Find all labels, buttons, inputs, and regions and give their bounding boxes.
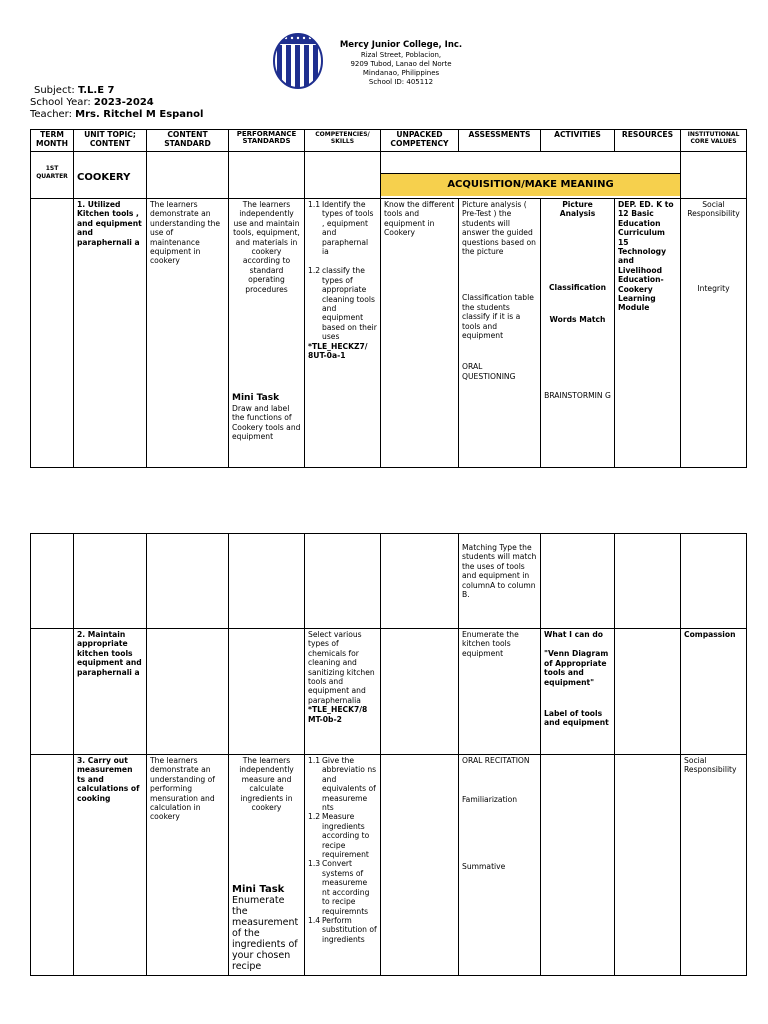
competency-code-1: *TLE_HECKZ7/ 8UT-0a-1: [308, 341, 368, 361]
competency-code-2: *TLE_HECK7/8 MT-0b-2: [308, 705, 368, 724]
performance-standard-1: The learners independently use and maintain tools, equipment, and materials in cookery according to standard operating procedures Mini Task Draw and label the functions of Cookery tools and equipment: [229, 199, 305, 468]
row-kitchen-tools: [31, 199, 747, 468]
school-name: Mercy Junior College, Inc.: [339, 40, 463, 50]
header-term: TERM MONTH: [31, 130, 74, 152]
header-row: [31, 130, 747, 152]
curriculum-map-table-2: [30, 533, 747, 976]
content-standard-1: The learners demonstrate an understanding the use of maintenance equipment in cookery: [147, 199, 229, 468]
curriculum-map-table-1: [30, 129, 747, 468]
school-year-line: School Year: 2023-2024: [30, 97, 154, 108]
school-street: Rizal Street, Poblacion,: [360, 51, 442, 59]
header-assessments: ASSESSMENTS: [459, 130, 541, 152]
mini-task-3: Enumerate the measurement of the ingredients of your chosen recipe: [232, 895, 299, 973]
header-performance-standards: PERFORMANCE STANDARDS: [229, 130, 305, 152]
assessments-3: ORAL RECITATION Familiarization Summative: [459, 755, 541, 976]
assessment-enumerate: Enumerate the kitchen tools equipment: [459, 629, 541, 755]
acquisition-banner: ACQUISITION/MAKE MEANING: [381, 173, 680, 196]
quarter-label: 1ST QUARTER: [31, 152, 74, 199]
school-header: [326, 40, 476, 87]
unit-2: 2. Maintain appropriate kitchen tools equipment and paraphernali a: [74, 629, 147, 755]
competencies-2: Select various types of chemicals for cleaning and sanitizing kitchen tools and equipment and paraphernalia *TLE_HECK7/8 MT-0b-2: [305, 629, 381, 755]
mini-task-title-3: Mini Task: [232, 884, 285, 896]
unit-1: 1. Utilized Kitchen tools , and equipment and paraphernali a: [74, 199, 147, 468]
content-standard-3: The learners demonstrate an understanding of performing mensuration and calculation in cookery: [147, 755, 229, 976]
school-logo-icon: [272, 31, 324, 89]
header-activities: ACTIVITIES: [541, 130, 615, 152]
resources-1: DEP. ED. K to 12 Basic Education Curriculum 15 Technology and Livelihood Education- Cookery Learning Module: [615, 199, 681, 468]
activities-2: What I can do "Venn Diagram of Appropriate tools and equipment" Label of tools and equipment: [541, 629, 615, 755]
header-unpacked: UNPACKED COMPETENCY: [381, 130, 459, 152]
header-unit: UNIT TOPIC; CONTENT: [74, 130, 147, 152]
school-year-value: 2023-2024: [93, 97, 154, 108]
core-value-2: Compassion: [681, 629, 747, 755]
subject-value: T.L.E 7: [77, 85, 115, 96]
quarter-row: [31, 152, 747, 199]
core-value-3: Social Responsibility: [681, 755, 747, 976]
header-competencies: COMPETENCIES/ SKILLS: [305, 130, 381, 152]
unpacked-1: Know the different tools and equipment in Cookery: [381, 199, 459, 468]
activities-1: Picture Analysis Classification Words Match BRAINSTORMIN G: [541, 199, 615, 468]
core-values-1: Social Responsibility Integrity: [681, 199, 747, 468]
school-region: Mindanao, Philippines: [362, 69, 440, 77]
row-matching: [31, 534, 747, 629]
school-id: School ID: 405112: [368, 78, 434, 86]
header-resources: RESOURCES: [615, 130, 681, 152]
mini-task-title-1: Mini Task: [232, 393, 280, 404]
performance-standard-3: The learners independently measure and calculate ingredients in cookery Mini Task Enumerate the measurement of the ingredients of your chosen recipe: [229, 755, 305, 976]
teacher-value: Mrs. Ritchel M Espanol: [75, 109, 204, 120]
mini-task-1: Draw and label the functions of Cookery tools and equipment: [232, 404, 301, 442]
subject-line: Subject: T.L.E 7: [34, 85, 115, 96]
competencies-1: 1.1 Identify the types of tools , equipment and paraphernal ia 1.2 classify the types of appropriate cleaning tools and equipment based on their uses *TLE_HECKZ7/ 8UT-0a-1: [305, 199, 381, 468]
assessment-matching: Matching Type the students will match the uses of tools and equipment in columnA to column B.: [459, 534, 541, 629]
unit-3: 3. Carry out measuremen ts and calculations of cooking: [74, 755, 147, 976]
header-content-standard: CONTENT STANDARD: [147, 130, 229, 152]
teacher-line: Teacher: Mrs. Ritchel M Espanol: [30, 109, 204, 120]
assessments-1: Picture analysis ( Pre-Test ) the students will answer the guided questions based on the picture Classification table the students classify if it is a tools and equipment ORAL QUESTIONING: [459, 199, 541, 468]
school-town: 9209 Tubod, Lanao del Norte: [350, 60, 452, 68]
header-core-values: INSTITUTIONAL CORE VALUES: [681, 130, 747, 152]
competencies-3: 1.1 Give the abbreviatio ns and equivalents of measureme nts 1.2 Measure ingredients according to recipe requirement 1.3 Convert systems of measureme nt according to recipe requiremnts 1.4 Perform substitution of ingredients: [305, 755, 381, 976]
topic-title: COOKERY: [74, 152, 147, 199]
row-measurements: [31, 755, 747, 976]
row-maintain-tools: [31, 629, 747, 755]
